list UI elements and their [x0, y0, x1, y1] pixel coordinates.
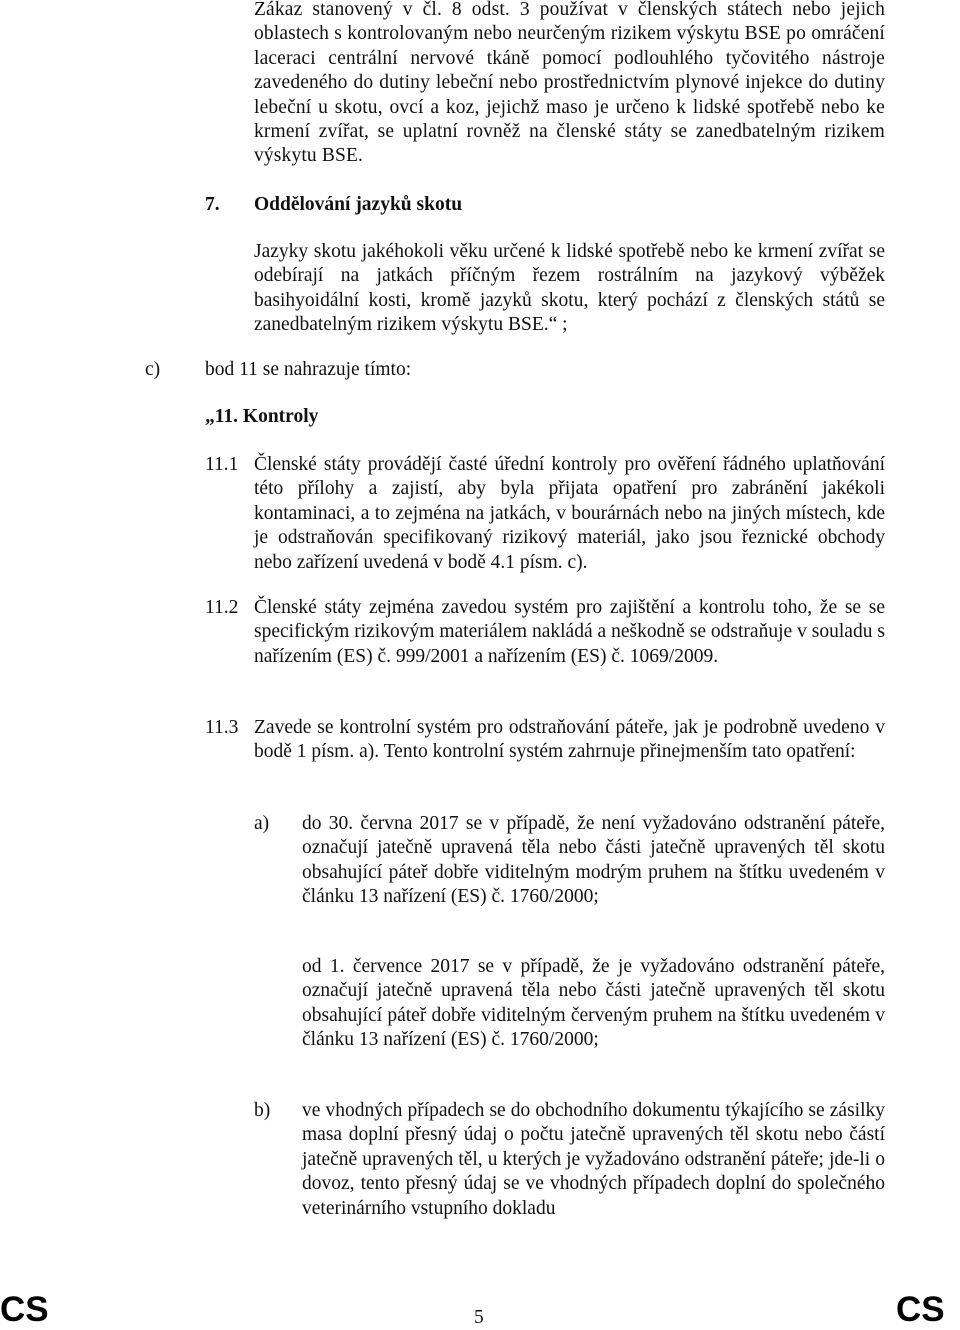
subitem-label: a): [254, 813, 270, 834]
point-c-text: bod 11 se nahrazuje tímto:: [205, 359, 412, 380]
footer-language-code-left: CS: [0, 1290, 49, 1329]
point-c-label: c): [145, 359, 161, 380]
subitem-text: ve vhodných případech se do obchodního dokumentu týkajícího se zásilky masa doplní přesný údaj o počtu jatečně upravených těl skotu nebo částí jatečně upravených těl, u kterých je vyžadováno odstranění páteře; jde-li o dovoz, tento přesný údaj se ve vhodných případech doplní do společného veterinárního vstupního dokladu: [302, 1100, 885, 1219]
item-text: Členské státy provádějí časté úřední kontroly pro ověření řádného uplatňování této přílohy a zajistí, aby byla přijata opatření pro zabránění jakékoli kontaminaci, a to zejména na jatkách, v bourárnách nebo na jiných místech, kde je odstraňován specifikovaný rizikový materiál, jako jsou řeznické obchody nebo zařízení uvedená v bodě 4.1 písm. c).: [254, 454, 885, 573]
section-7-heading: [205, 193, 462, 217]
item-number: 11.2: [205, 597, 239, 618]
item-text: Zavede se kontrolní systém pro odstraňování páteře, jak je podrobně uvedeno v bodě 1 písm. a). Tento kontrolní systém zahrnuje přinejmenším tato opatření:: [254, 717, 885, 763]
item-text: Členské státy zejména zavedou systém pro zajištění a kontrolu toho, že se se specifickým rizikovým materiálem nakládá a neškodně se odstraňuje v souladu s nařízením (ES) č. 999/2001 a nařízením (ES) č. 1069/2009.: [254, 597, 885, 667]
section-7-body: Jazyky skotu jakéhokoli věku určené k lidské spotřebě nebo ke krmení zvířat se odebírají na jatkách příčným řezem rostrálním na jazykový výběžek basihyoidální kosti, kromě jazyků skotu, který pochází z členských států se zanedbatelným rizikem výskytu BSE.“ ;: [254, 241, 885, 336]
point-c: [145, 358, 411, 382]
footer-language-code-right: CS: [896, 1290, 945, 1329]
subitem-text: do 30. června 2017 se v případě, že není vyžadováno odstranění páteře, označují jatečně upravená těla nebo části jatečně upravených těl skotu obsahující páteř dobře viditelným modrým pruhem na štítku uvedeném v článku 13 nařízení (ES) č. 1760/2000;: [302, 813, 885, 908]
section-11-heading: „11. Kontroly: [205, 406, 319, 427]
section-7-title: Oddělování jazyků skotu: [254, 194, 463, 215]
subitem-text: od 1. července 2017 se v případě, že je vyžadováno odstranění páteře, označují jatečně upravená těla nebo části jatečně upravených těl skotu obsahující páteř dobře viditelným červeným pruhem na štítku uvedeném v článku 13 nařízení (ES) č. 1760/2000;: [302, 956, 885, 1051]
item-number: 11.3: [205, 717, 239, 738]
intro-paragraph: Zákaz stanovený v čl. 8 odst. 3 používat v členských státech nebo jejich oblastech s kontrolovaným nebo neurčeným rizikem výskytu BSE po omráčení laceraci centrální nervové tkáně pomocí podlouhlého tyčovitého nástroje zavedeného do dutiny lebeční nebo prostřednictvím plynové injekce do dutiny lebeční u skotu, ovcí a koz, jejichž maso je určeno k lidské spotřebě nebo ke krmení zvířat, se uplatní rovněž na členské státy se zanedbatelným rizikem výskytu BSE.: [254, 0, 885, 167]
item-number: 11.1: [205, 454, 239, 475]
subitem-label: b): [254, 1100, 271, 1121]
section-7-number: 7.: [205, 194, 220, 215]
page-number: 5: [474, 1307, 484, 1328]
